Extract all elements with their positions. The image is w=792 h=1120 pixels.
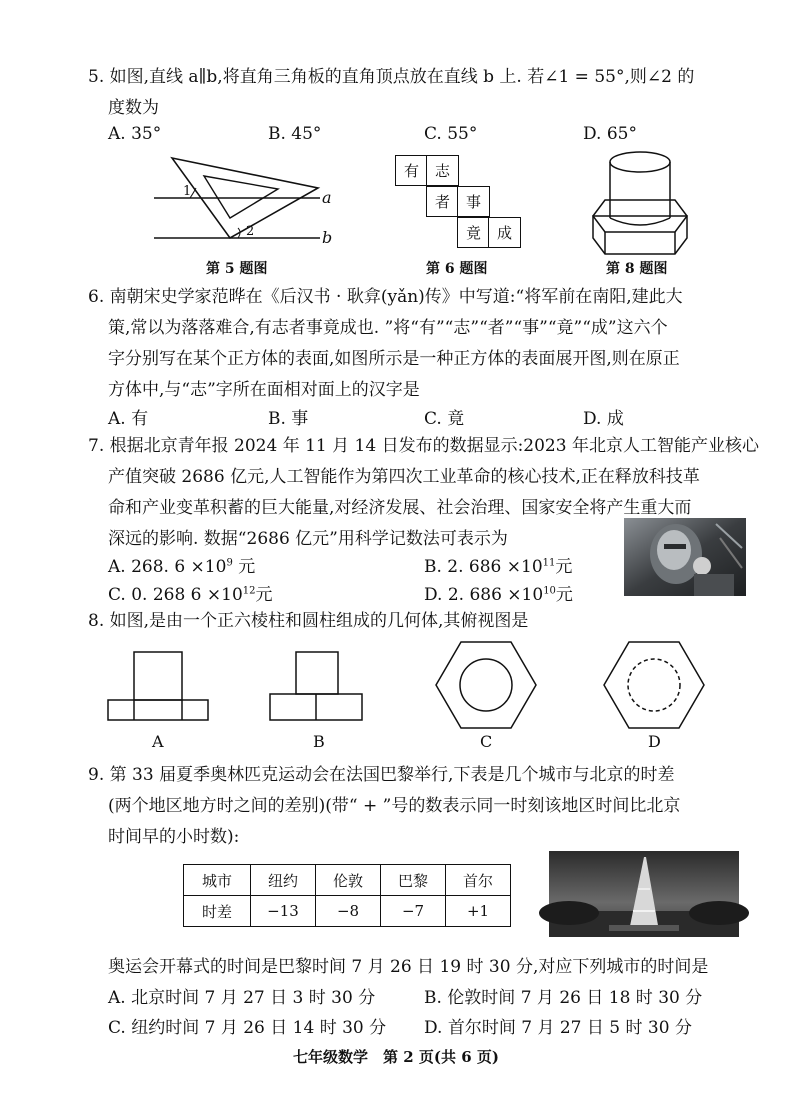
time-difference-table [183,864,511,927]
q8-figure [585,148,695,256]
q9-stem-line3: 时间早的小时数): [108,827,240,847]
net-cell: 者 [426,186,459,217]
q9-option-c: C. 纽约时间 7 月 26 日 14 时 30 分 [108,1018,387,1038]
table-cell: +1 [446,896,511,927]
table-cell: 首尔 [446,865,511,896]
q8-option-a-figure [108,652,208,722]
q9-option-d: D. 首尔时间 7 月 27 日 5 时 30 分 [424,1018,692,1038]
q7-stem-line3: 命和产业变革积蓄的巨大能量,对经济发展、社会治理、国家安全将产生重大而 [108,498,692,518]
q7-option-d: D. 2. $686 \times 10^{10}$元 [424,585,573,605]
q9-stem-line2: (两个地区地方时之间的差别)(带“ + ”号的数表示同一时刻该地区时间比北京 [108,796,681,816]
q5-angle1-label: 1 [183,184,192,199]
net-cell: 志 [426,155,459,186]
triangle-inner [204,176,278,218]
q8-option-c-label: C [480,732,493,751]
table-cell: −7 [381,896,446,927]
q6-stem-line4: 方体中,与“志”字所在面相对面上的汉字是 [108,380,420,400]
net-cell: 竟 [457,217,490,248]
q6-stem-line2: 策,常以为落落难合,有志者事竟成也. ”将“有”“志”“者”“事”“竟”“成”这六个 [108,318,668,338]
q7-stem-line2: 产值突破 2686 亿元,人工智能作为第四次工业革命的核心技术,正在释放科技革 [108,467,700,487]
q8-option-a-label: A [152,732,164,751]
q8-stem: 8. 如图,是由一个正六棱柱和圆柱组成的几何体,其俯视图是 [88,611,529,631]
ai-robot-photo [624,518,746,596]
q7-stem-line1: 7. 根据北京青年报 2024 年 11 月 14 日发布的数据显示:2023 年北京人工智能产业核心 [88,436,759,456]
table-header-cell: 城市 [184,865,251,896]
q5-option-a: A. 35° [108,124,162,144]
table-cell: 巴黎 [381,865,446,896]
q6-option-b: B. 事 [268,409,309,429]
q5-figure [150,152,340,252]
page-footer: 七年级数学 第 2 页(共 6 页) [293,1048,499,1066]
table-cell: 伦敦 [316,865,381,896]
q6-stem-line1: 6. 南朝宋史学家范晔在《后汉书 · 耿弇(yǎn)传》中写道:“将军前在南阳,建此大 [88,287,683,307]
q8-caption: 第 8 题图 [606,261,668,277]
q5-caption: 第 5 题图 [206,261,268,277]
q5-angle2-label: 2 [246,224,255,239]
net-cell: 事 [457,186,490,217]
q5-option-d: D. 65° [583,124,637,144]
table-cell: −8 [316,896,381,927]
q7-option-c: C. 0. 268 $6 \times 10^{12}$元 [108,585,273,605]
q8-option-d-figure [602,640,706,730]
q9-question: 奥运会开幕式的时间是巴黎时间 7 月 26 日 19 时 30 分,对应下列城市的时间是 [108,957,709,977]
q5-stem-line2: 度数为 [108,98,159,118]
table-header-cell: 时差 [184,896,251,927]
q5-line-b-label: b [322,228,333,247]
q9-stem-line1: 9. 第 33 届夏季奥林匹克运动会在法国巴黎举行,下表是几个城市与北京的时差 [88,765,675,785]
q5-line-a-label: a [322,188,332,207]
q5-option-c: C. 55° [424,124,478,144]
q9-option-b: B. 伦敦时间 7 月 26 日 18 时 30 分 [424,988,703,1008]
table-cell: 纽约 [251,865,316,896]
q8-option-b-figure [268,652,364,722]
q7-option-a: A. 268. $6 \times 10^9$ 元 [108,557,256,577]
q6-option-a: A. 有 [108,409,149,429]
net-cell: 有 [395,155,428,186]
q5-stem-line1: 5. 如图,直线 a∥b,将直角三角板的直角顶点放在直线 b 上. 若∠1 = 55°,则∠2 的 [88,67,695,87]
q8-option-b-label: B [313,732,325,751]
q7-stem-line4: 深远的影响. 数据“2686 亿元”用科学记数法可表示为 [108,529,508,549]
q6-option-d: D. 成 [583,409,624,429]
net-cell: 成 [488,217,521,248]
q5-option-b: B. 45° [268,124,322,144]
table-row [184,865,511,896]
table-row [184,896,511,927]
eiffel-tower-photo [549,851,739,937]
table-cell: −13 [251,896,316,927]
q8-option-c-figure [434,640,538,730]
q6-stem-line3: 字分别写在某个正方体的表面,如图所示是一种正方体的表面展开图,则在原正 [108,349,680,369]
q6-caption: 第 6 题图 [426,261,488,277]
q7-option-b: B. 2. $686 \times 10^{11}$元 [424,557,573,577]
q6-option-c: C. 竟 [424,409,465,429]
q8-option-d-label: D [648,732,661,751]
q9-option-a: A. 北京时间 7 月 27 日 3 时 30 分 [108,988,376,1008]
